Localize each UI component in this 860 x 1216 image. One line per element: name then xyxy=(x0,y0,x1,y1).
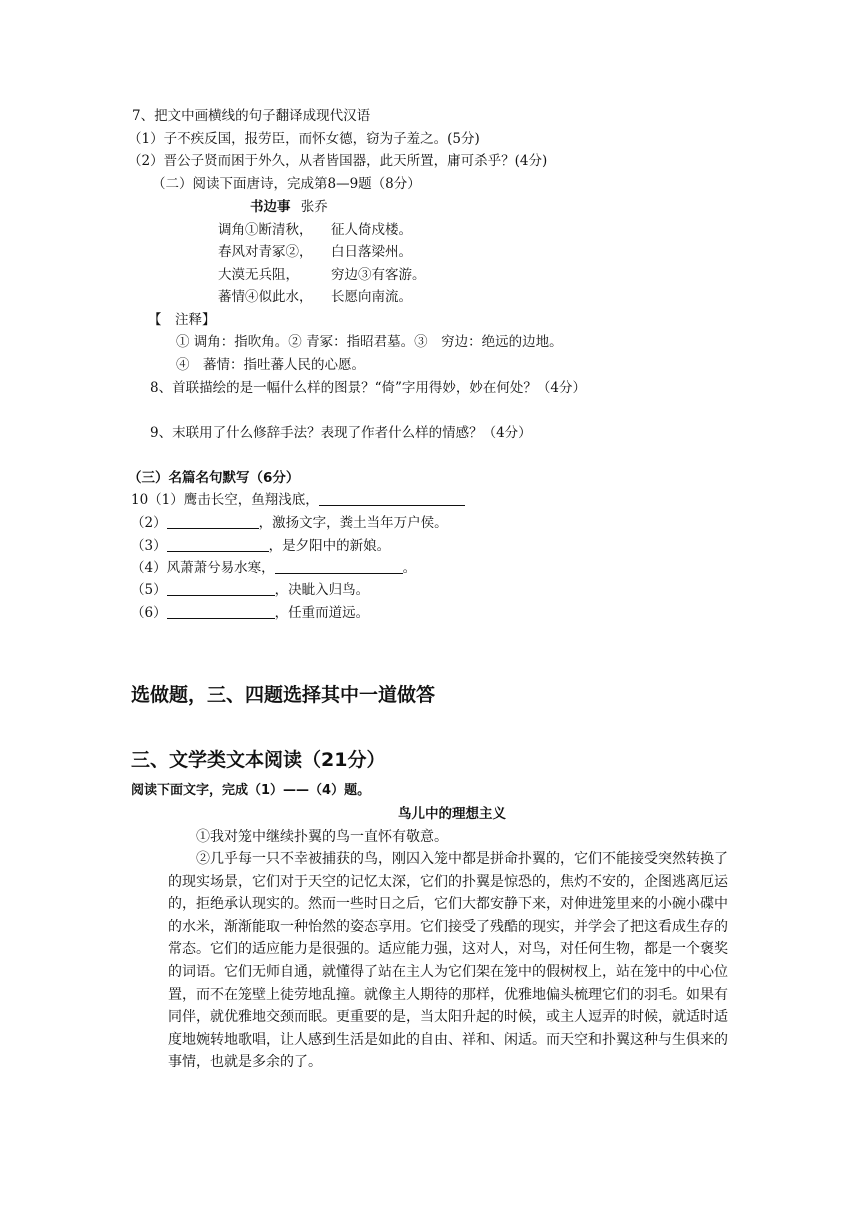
dictation-item-5-text: ，决眦入归鸟。 xyxy=(274,582,370,598)
answer-blank[interactable] xyxy=(167,604,275,619)
poem-line-3a: 大漠无兵阻， xyxy=(218,267,299,283)
q7-sentence-2: （2）晋公子贤而困于外久，从者皆国器，此天所置，庸可杀乎？(4分) xyxy=(128,153,548,169)
article-paragraph-2: ②几乎每一只不幸被捕获的鸟，刚囚入笼中都是拼命扑翼的，它们不能接受突然转换了的现实场景，它们对于天空的记忆太深，它们的扑翼是惊恐的，焦灼不安的，企图逃离厄运的，拒绝承认现实的。然而一些时日之后，它们大都安静下来，对伸进笼里来的小碗小碟中的水米，渐渐能取一种怡然的姿态享用。它们接受了残酷的现实，并学会了把这看成生存的常态。它们的适应能力是很强的。适应能力强，这对人，对鸟，对任何生物，都是一个褒奖的词语。它们无师自通，就懂得了站在主人为它们架在笼中的假树杈上，站在笼中的中心位置，而不在笼壁上徒劳地乱撞。就像主人期待的那样，优雅地偏头梳理它们的羽毛。如果有同伴，就优雅地交颈而眠。更重要的是，当太阳升起的时候，或主人逗弄的时候，就适时适度地婉转地歌唱，让人感到生活是如此的自由、祥和、闲适。而天空和扑翼这种与生俱来的事情，也就是多余的了。 xyxy=(168,851,728,1071)
dictation-item-3-num: （3） xyxy=(131,538,167,554)
q7-sentence-1: （1）子不疾反国，报劳臣，而怀女德，窃为子羞之。(5分) xyxy=(128,131,480,147)
poem-heading xyxy=(250,198,328,216)
dictation-item-1-text: 10（1）鹰击长空，鱼翔浅底， xyxy=(131,492,319,508)
dictation-item-6-text: ，任重而道远。 xyxy=(274,605,370,621)
note-line-2: ④ 蕃情：指吐蕃人民的心愿。 xyxy=(176,357,365,373)
dictation-item-4-end: 。 xyxy=(402,560,417,576)
answer-blank[interactable] xyxy=(319,491,465,506)
question-9: 9、末联用了什么修辞手法？表现了作者什么样的情感？（4分） xyxy=(150,425,532,441)
dictation-item-3 xyxy=(131,537,390,555)
poem-line-2a: 春风对青冢②， xyxy=(218,244,313,260)
dictation-item-2-text: ，激扬文字，粪土当年万户侯。 xyxy=(258,515,448,531)
dictation-item-1 xyxy=(131,491,465,509)
dictation-item-4 xyxy=(131,559,416,577)
poem-line-1b: 征人倚戍楼。 xyxy=(331,222,412,238)
poem-line-4a: 蕃情④似此水， xyxy=(218,289,313,305)
poem-title: 书边事 xyxy=(250,199,291,215)
dictation-item-5 xyxy=(131,581,369,599)
answer-blank[interactable] xyxy=(167,581,275,596)
answer-blank[interactable] xyxy=(167,537,269,552)
poem-intro: （二）阅读下面唐诗，完成第8—9题（8分） xyxy=(152,176,421,192)
poem-author: 张乔 xyxy=(300,199,328,215)
dictation-item-3-text: ，是夕阳中的新娘。 xyxy=(268,538,391,554)
dictation-item-6-num: （6） xyxy=(131,605,167,621)
question-8: 8、首联描绘的是一幅什么样的图景？“倚”字用得妙，妙在何处？（4分） xyxy=(150,380,586,396)
reading-instruction: 阅读下面文字，完成（1）——（4）题。 xyxy=(131,783,371,798)
dictation-item-2 xyxy=(131,514,448,532)
notes-label: 【 注释】 xyxy=(148,312,216,328)
poem-line-2b: 白日落梁州。 xyxy=(331,244,412,260)
elective-header: 选做题，三、四题选择其中一道做答 xyxy=(131,684,436,706)
note-line-1: ① 调角：指吹角。② 青冢：指昭君墓。③ 穷边：绝远的边地。 xyxy=(176,334,563,350)
article-title: 鸟儿中的理想主义 xyxy=(398,806,506,822)
dictation-item-5-num: （5） xyxy=(131,582,167,598)
dictation-item-4-text: （4）风萧萧兮易水寒， xyxy=(131,560,275,576)
poem-line-4b: 长愿向南流。 xyxy=(331,289,412,305)
section3-header: 三、文学类文本阅读（21分） xyxy=(131,749,386,771)
poem-line-3b: 穷边③有客游。 xyxy=(331,267,426,283)
dictation-item-6 xyxy=(131,604,369,622)
q7-title: 7、把文中画横线的句子翻译成现代汉语 xyxy=(132,108,371,124)
answer-blank[interactable] xyxy=(275,559,403,574)
dictation-header: （三）名篇名句默写（6分） xyxy=(128,470,300,486)
dictation-item-2-num: （2） xyxy=(131,515,167,531)
poem-line-1a: 调角①断清秋， xyxy=(218,222,313,238)
article-paragraph-1: ①我对笼中继续扑翼的鸟一直怀有敬意。 xyxy=(196,829,448,845)
answer-blank[interactable] xyxy=(167,514,259,529)
